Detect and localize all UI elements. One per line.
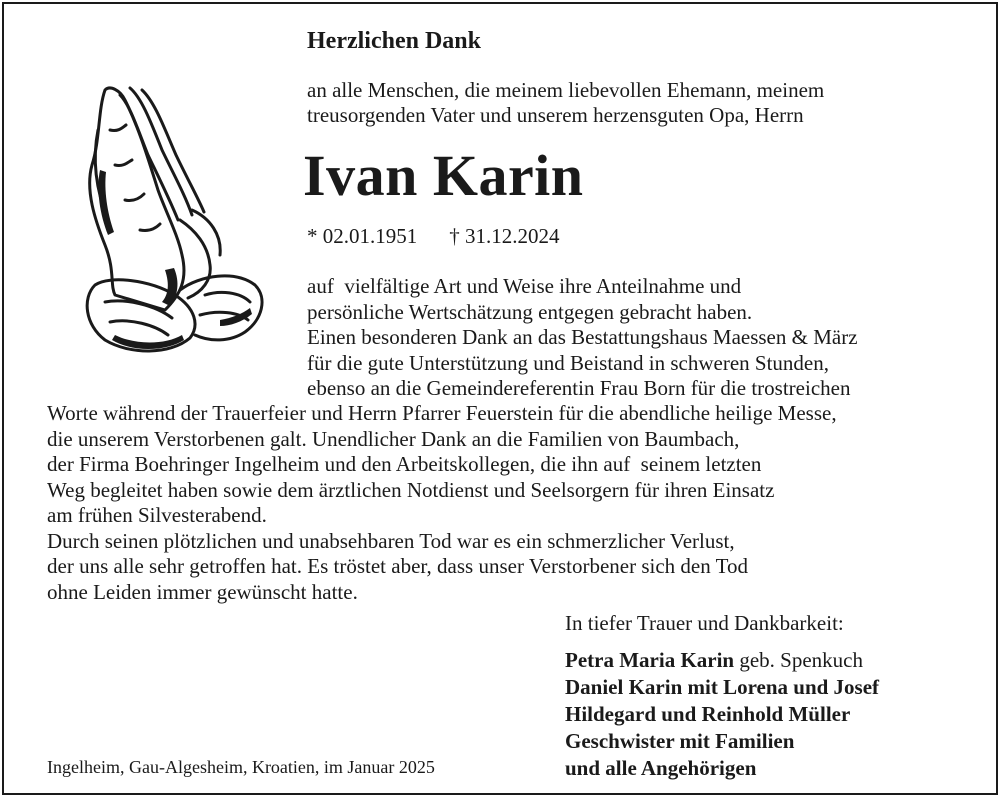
signer-line <box>565 701 879 728</box>
signer-name: und alle Angehörigen <box>565 756 757 780</box>
body-line: Durch seinen plötzlichen und unabsehbaren Tod war es ein schmerzlicher Verlust, <box>47 528 735 553</box>
death-date: † 31.12.2024 <box>449 224 560 248</box>
birth-date: * 02.01.1951 <box>307 224 418 248</box>
intro-line: an alle Menschen, die meinem liebevollen Ehemann, meinem <box>307 78 825 102</box>
body-line: ebenso an die Gemeindereferentin Frau Born für die trostreichen <box>307 376 851 400</box>
closing-line: In tiefer Trauer und Dankbarkeit: <box>565 611 844 635</box>
place-date: Ingelheim, Gau-Algesheim, Kroatien, im Januar 2025 <box>47 757 435 777</box>
signer-name: Geschwister mit Familien <box>565 729 795 753</box>
body-line: der Firma Boehringer Ingelheim und den Arbeitskollegen, die ihn auf seinem letzten <box>47 452 762 476</box>
body-line: ohne Leiden immer gewünscht hatte. <box>47 579 358 604</box>
intro-text <box>307 78 824 128</box>
body-text-indented <box>307 274 858 402</box>
life-dates <box>307 224 560 249</box>
signer-name: Petra Maria Karin <box>565 648 735 672</box>
signer-maiden-name: geb. Spenkuch <box>734 648 864 672</box>
signer-line <box>565 674 879 701</box>
signers-list <box>565 647 879 782</box>
body-line: der uns alle sehr getroffen hat. Es tröstet aber, dass unser Verstorbener sich den Tod <box>47 554 748 578</box>
signer-name: Daniel Karin mit Lorena und Josef <box>565 675 880 699</box>
body-line: für die gute Unterstützung und Beistand in schweren Stunden, <box>307 350 829 375</box>
deceased-name: Ivan Karin <box>303 143 584 208</box>
signer-line <box>565 755 879 782</box>
body-text-full <box>47 401 837 605</box>
body-line: Worte während der Trauerfeier und Herrn Pfarrer Feuerstein für die abendliche heilige Messe, <box>47 401 837 425</box>
praying-hands-icon <box>70 70 270 370</box>
signer-line <box>565 647 879 674</box>
body-line: auf vielfältige Art und Weise ihre Anteilnahme und <box>307 274 742 298</box>
body-line: Einen besonderen Dank an das Bestattungshaus Maessen & März <box>307 325 858 349</box>
body-line: Weg begleitet haben sowie dem ärztlichen Notdienst und Seelsorgern für ihren Einsatz <box>47 477 775 502</box>
signer-name: Hildegard und Reinhold Müller <box>565 702 851 726</box>
intro-line: treusorgenden Vater und unserem herzensguten Opa, Herrn <box>307 103 804 127</box>
body-line: persönliche Wertschätzung entgegen gebracht haben. <box>307 299 753 324</box>
body-line: am frühen Silvesterabend. <box>47 503 267 527</box>
body-line: die unserem Verstorbenen galt. Unendlicher Dank an die Familien von Baumbach, <box>47 426 740 451</box>
signer-line <box>565 728 879 755</box>
heading: Herzlichen Dank <box>307 28 481 54</box>
